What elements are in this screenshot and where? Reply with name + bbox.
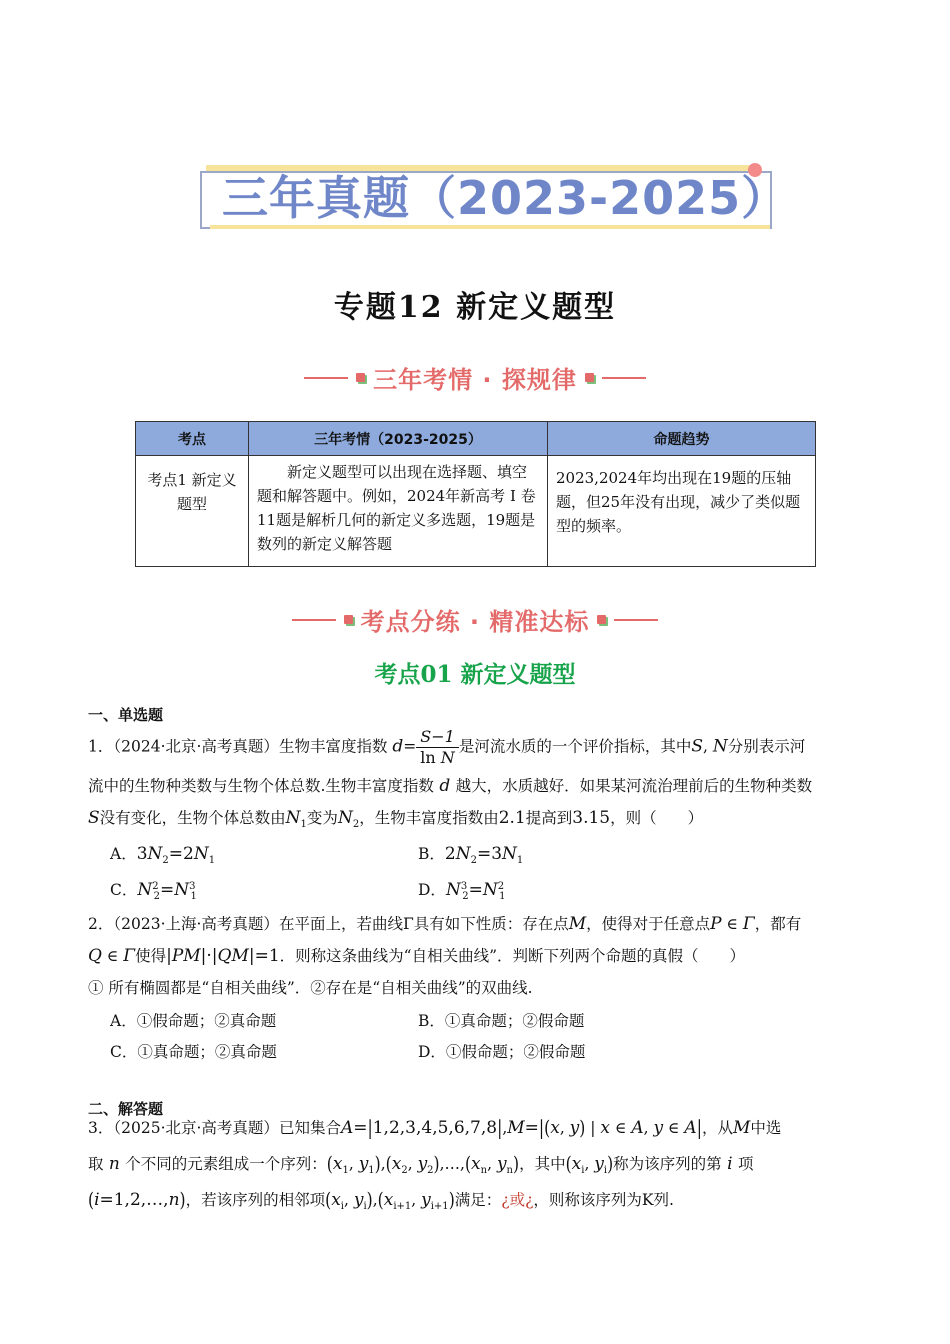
question-3-line-1: 3．（2025·北京·高考真题）已知集合A=|1,2,3,4,5,6,7,8|,M=|(x, y) | x ∈ A, y ∈ A|，从M中选 — [88, 1116, 782, 1140]
question-text: ．则称这条曲线为“自相关曲线”．判断下列两个命题的真假（ ） — [279, 947, 746, 965]
question-text: ¿或¿ — [501, 1191, 534, 1209]
question-text: ，使得对于任意点 — [586, 915, 711, 933]
question-1-line-1: 1．（2024·北京·高考真题）生物丰富度指数 d= $\frac{S-1}{\text{ln N}}$ 是河流水质的一个评价指标，其中S, N分别表示河 — [88, 727, 806, 767]
option-b[interactable]: B．①真命题；②假命题 — [418, 1012, 585, 1030]
question-number: 2． — [88, 915, 114, 933]
question-3-line-3: (i=1,2,…,n)，若该序列的相邻项($x_i$, $y_i),(x_{i+1}$, $y_{i+1}$)满足：¿或¿，则称该序列为K列. — [88, 1188, 674, 1213]
decor-line — [304, 377, 348, 379]
question-text: 生物丰富度指数 — [278, 737, 388, 756]
table-header: 命题趋势 — [548, 422, 816, 456]
question-text: 取 — [88, 1155, 104, 1173]
part-heading-single-choice: 一、单选题 — [88, 706, 164, 724]
decor-square — [597, 615, 606, 624]
decor-square — [356, 373, 365, 382]
section-banner-label: 考点分练 · 精准达标 — [360, 608, 590, 636]
option-b[interactable]: B．$2N_2=3N_1$ — [418, 844, 524, 867]
question-text: ，则（ ） — [610, 809, 704, 827]
part-heading-answer: 二、解答题 — [88, 1100, 164, 1118]
question-text: 分别表示河 — [727, 737, 806, 756]
question-text: ，若该序列的相邻项 — [185, 1191, 326, 1209]
question-source: （2023·上海·高考真题） — [113, 915, 279, 933]
value: 3.15 — [572, 808, 611, 828]
table-header: 考点 — [136, 422, 249, 456]
question-text: 已知集合 — [278, 1119, 341, 1137]
table-cell-trend: 2023,2024年均出现在19题的压轴题，但25年没有出现，减少了类似题型的频率。 — [548, 456, 816, 567]
decor-square — [344, 615, 353, 624]
overview-table — [135, 421, 816, 567]
question-1-line-3: S没有变化，生物个体总数由$N_1$变为$N_2$，生物丰富度指数由2.1提高到3.15，则（ ） — [88, 808, 704, 831]
table-cell-topic: 考点1 新定义题型 — [136, 456, 249, 567]
question-number: 1． — [88, 737, 114, 756]
question-text: 中选 — [750, 1119, 782, 1137]
topic-heading: 考点01 新定义题型 — [374, 661, 576, 688]
question-number: 3． — [88, 1119, 114, 1137]
value: 2.1 — [498, 808, 526, 828]
question-text: 流中的生物种类数与生物个体总数.生物丰富度指数 — [88, 777, 434, 795]
option-d[interactable]: D．$N^3_2=N^2_1$ — [418, 880, 506, 903]
question-text: 使得 — [135, 947, 167, 965]
question-2-line-3: ① 所有椭圆都是“自相关曲线”．②存在是“自相关曲线”的双曲线. — [88, 979, 533, 997]
question-text: 称为该序列的第 — [613, 1155, 722, 1173]
decor-line — [292, 619, 336, 621]
table-header-row — [136, 422, 816, 456]
title-banner — [200, 165, 789, 227]
question-2-line-2: Q ∈ Γ使得|PM|·|QM|=1．则称这条曲线为“自相关曲线”．判断下列两个命题的真假（ ） — [88, 946, 746, 966]
table-header: 三年考情（2023-2025） — [249, 422, 548, 456]
section-banner-label: 三年考情 · 探规律 — [373, 366, 577, 394]
question-source: （2024·北京·高考真题） — [113, 737, 279, 756]
formula-fraction: $\frac{S-1}{\text{ln N}}$ — [416, 727, 459, 768]
document-title: 专题12 新定义题型 — [333, 290, 617, 325]
question-text: 越大，水质越好．如果某河流治理前后的生物种类数 — [455, 777, 813, 795]
question-text: 项 — [737, 1155, 754, 1173]
question-text: 提高到 — [525, 809, 573, 827]
option-c[interactable]: C．$N^2_2=N^3_1$ — [110, 880, 197, 903]
question-source: （2025·北京·高考真题） — [113, 1119, 279, 1137]
question-2-line-1: 2．（2023·上海·高考真题）在平面上，若曲线Γ具有如下性质：存在点M，使得对于任意点P ∈ Γ，都有 — [88, 914, 802, 934]
option-label: C． — [110, 881, 138, 899]
question-text: 在平面上，若曲线Γ具有如下性质：存在点 — [278, 915, 569, 933]
question-text: 是河流水质的一个评价指标，其中 — [458, 737, 692, 756]
table-row — [136, 456, 816, 567]
question-text: ，其中 — [519, 1155, 566, 1173]
option-label: A． — [110, 845, 137, 863]
question-text: ，则称该序列为K列. — [533, 1191, 674, 1209]
question-text: 变为 — [306, 809, 338, 827]
question-text: 满足： — [454, 1191, 502, 1209]
question-text: ，生物丰富度指数由 — [359, 809, 499, 827]
decor-square — [585, 373, 594, 382]
question-3-line-2: 取 n 个不同的元素组成一个序列：($x_1$, $y_1),(x_2$, $y_2),\dots,(x_n$, $y_n$)，其中($x_i$, $y_i$)称为该序列的第 i 项 — [88, 1152, 754, 1177]
banner-text: 三年真题（2023-2025） — [222, 171, 789, 225]
question-1-line-2: 流中的生物种类数与生物个体总数.生物丰富度指数 d 越大，水质越好．如果某河流治理前后的生物种类数 — [88, 776, 813, 796]
question-text: ，从 — [701, 1119, 733, 1137]
question-text: 没有变化，生物个体总数由 — [99, 809, 286, 827]
decor-line — [602, 377, 646, 379]
option-a[interactable]: A．①假命题；②真命题 — [110, 1012, 277, 1030]
section-banner-practice — [0, 602, 950, 637]
option-label: B． — [418, 845, 445, 863]
decor-line — [614, 619, 658, 621]
question-text: ，都有 — [754, 915, 802, 933]
section-banner-history — [0, 360, 950, 395]
question-text: 个不同的元素组成一个序列： — [125, 1155, 327, 1173]
option-label: D． — [418, 881, 446, 899]
option-a[interactable]: A．$3N_2=2N_1$ — [110, 844, 216, 867]
option-c[interactable]: C．①真命题；②真命题 — [110, 1043, 277, 1061]
option-d[interactable]: D．①假命题；②假命题 — [418, 1043, 586, 1061]
table-cell-history: 新定义题型可以出现在选择题、填空题和解答题中。例如，2024年新高考 Ⅰ 卷 11题是解析几何的新定义多选题，19题是数列的新定义解答题 — [249, 456, 548, 567]
